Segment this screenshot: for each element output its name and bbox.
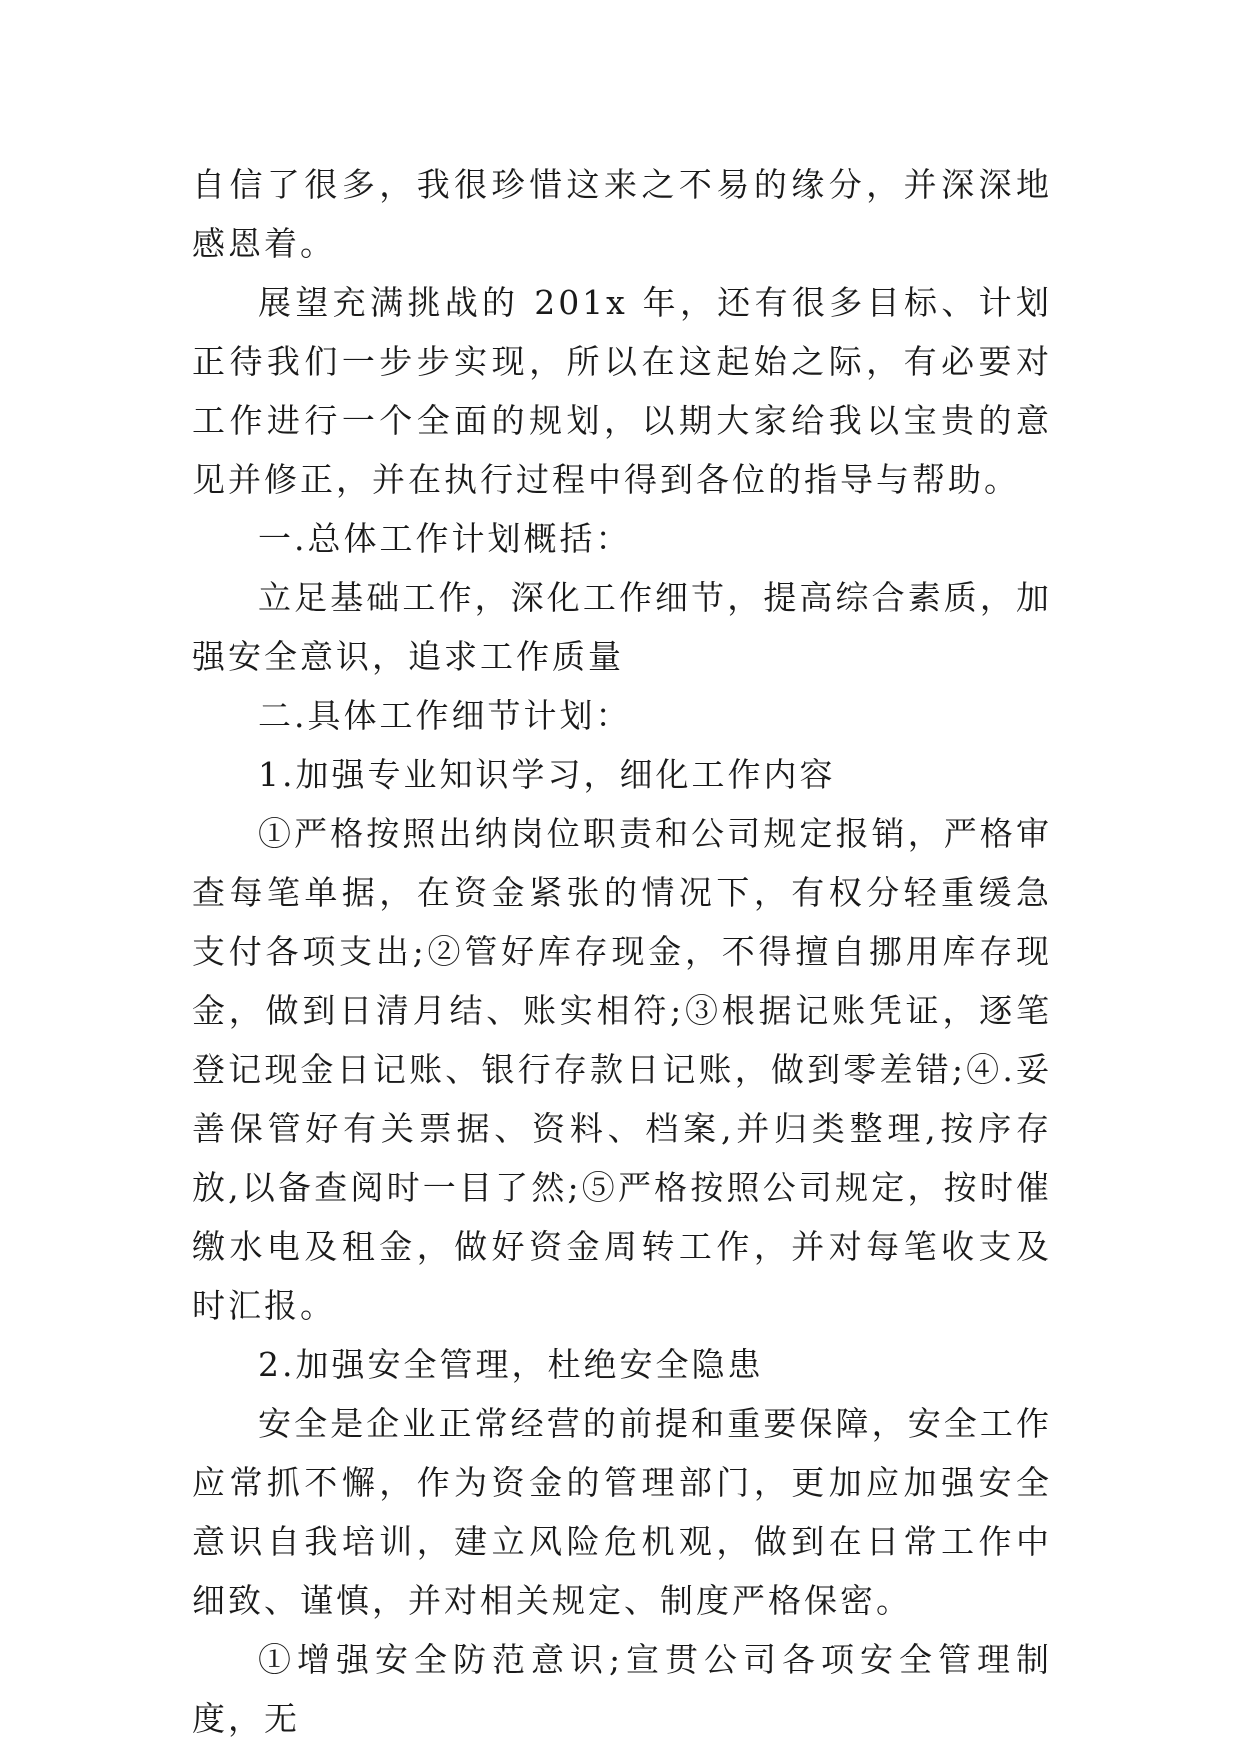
document-body	[192, 155, 1052, 1748]
subsection-heading-2: 2.加强安全管理，杜绝安全隐患	[258, 1345, 764, 1384]
paragraph-5: 安全是企业正常经营的前提和重要保障，安全工作应常抓不懈，作为资金的管理部门，更加应加强安全意识自我培训，建立风险危机观，做到在日常工作中细致、谨慎，并对相关规定、制度严格保密。	[192, 1404, 1052, 1620]
paragraph-4: ①严格按照出纳岗位职责和公司规定报销，严格审查每笔单据，在资金紧张的情况下，有权分轻重缓急支付各项支出;②管好库存现金，不得擅自挪用库存现金，做到日清月结、账实相符;③根据记账凭证，逐笔登记现金日记账、银行存款日记账，做到零差错;④.妥善保管好有关票据、资料、档案,并归类整理,按序存放,以备查阅时一目了然;⑤严格按照公司规定，按时催缴水电及租金，做好资金周转工作，并对每笔收支及时汇报。	[192, 814, 1052, 1325]
paragraph-6: ①增强安全防范意识;宣贯公司各项安全管理制度，无	[192, 1640, 1052, 1738]
paragraph-3: 立足基础工作，深化工作细节，提高综合素质，加强安全意识，追求工作质量	[192, 578, 1052, 676]
subsection-heading-1: 1.加强专业知识学习，细化工作内容	[258, 755, 836, 794]
section-heading-2: 二.具体工作细节计划：	[258, 696, 632, 735]
section-heading-1: 一.总体工作计划概括：	[258, 519, 632, 558]
paragraph-2: 展望充满挑战的 201x 年，还有很多目标、计划正待我们一步步实现，所以在这起始之际，有必要对工作进行一个全面的规划，以期大家给我以宝贵的意见并修正，并在执行过程中得到各位的指导与帮助。	[192, 283, 1052, 499]
paragraph-1: 自信了很多，我很珍惜这来之不易的缘分，并深深地感恩着。	[192, 165, 1052, 263]
